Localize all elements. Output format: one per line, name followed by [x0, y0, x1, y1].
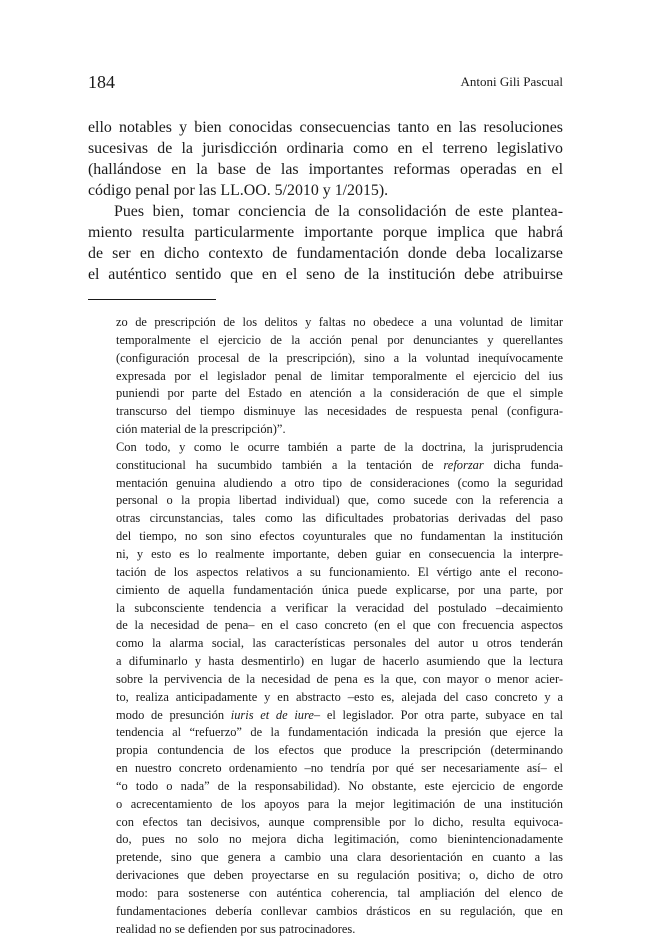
- footnote-line: expresada por el legislador penal de limitar temporalmente el ejercicio del ius: [116, 368, 563, 383]
- footnote-paragraph: [116, 439, 563, 939]
- footnote-line: pretende, sino que genera a cambio una clara desorientación en cuanto a las: [116, 850, 563, 865]
- footnote-line: zo de prescripción de los delitos y faltas no obedece a una voluntad de limitar: [116, 315, 563, 329]
- text-line: de ser en dicho contexto de fundamentación donde deba localizarse: [88, 245, 563, 262]
- footnote-line: de la necesidad de pena– en el caso concreto (en el que con frecuencia aspectos: [116, 618, 563, 633]
- footnote-line: del tiempo, no son sino efectos coyunturales que no fundamentan la institución: [116, 529, 563, 544]
- footnote-line: modo: para sostenerse con auténtica coherencia, tal ampliación del elenco de: [116, 886, 563, 900]
- footnote-line: la subconsciente tendencia a verificar la veracidad del postulado –decaimiento: [116, 600, 563, 615]
- paragraph: [88, 117, 563, 201]
- italic-term: reforzar: [443, 457, 484, 472]
- footnote-line: (configuración procesal de la prescripción), sino a la voluntad inequívocamente: [116, 350, 563, 365]
- text-line: miento resulta particularmente importante porque implica que habrá: [88, 224, 563, 241]
- footnote-line: propia contundencia de los efectos que produce la prescripción (determinando: [116, 743, 563, 758]
- running-head-author: Antoni Gili Pascual: [460, 74, 563, 89]
- text-line: el auténtico sentido que en el seno de la institución debe atribuirse: [88, 266, 563, 283]
- footnote-text: dicha funda-: [483, 457, 563, 472]
- footnote-line: fundamentaciones debería conllevar cambios drásticos en su regulación, que en: [116, 903, 563, 918]
- footnote-line: Con todo, y como le ocurre también a parte de la doctrina, la jurisprudencia: [116, 439, 563, 454]
- text-line: ello notables y bien conocidas consecuencias tanto en las resoluciones: [88, 119, 563, 136]
- footnote-line: o acrecentamiento de los apoyos para la mejor legitimación de una institución: [116, 796, 563, 811]
- footnote-line: mentación genuina aludiendo a otro tipo de consideraciones (como la seguridad: [116, 475, 563, 490]
- footnote-line: derivaciones que deben proyectarse en su regulación positiva; o, dicho de otro: [116, 868, 563, 883]
- footnote-separator: [88, 299, 216, 300]
- text-line: sucesivas de la jurisdicción ordinaria como en el terreno legislativo: [88, 140, 563, 157]
- footnote-line: ni, y esto es lo realmente importante, deben guiar en consecuencia la interpre-: [116, 546, 563, 561]
- text-line: código penal por las LL.OO. 5/2010 y 1/2015).: [88, 182, 389, 199]
- footnote-line: realidad no se defienden por sus patrocinadores.: [116, 921, 356, 936]
- footnote-line: tación de los aspectos relativos a su funcionamiento. El vértigo ante el recono-: [116, 564, 563, 579]
- footnote-line: temporalmente el ejercicio de la acción penal por denunciantes y querellantes: [116, 332, 563, 347]
- footnote-line: con efectos tan decisivos, aunque comprensible por lo dicho, resulta equivoca-: [116, 814, 563, 829]
- footnote: [116, 314, 563, 939]
- footnote-line: to, realiza anticipadamente y en abstracto –esto es, alejada del caso concreto y a: [116, 689, 563, 704]
- italic-term: iuris et de iure: [230, 707, 314, 722]
- footnote-line: en nuestro concreto ordenamiento –no tendría por qué ser necesariamente así– el: [116, 761, 563, 776]
- footnote-line: [116, 707, 563, 725]
- footnote-line: puniendi por parte del Estado en atención a la consideración de que el simple: [116, 386, 563, 401]
- footnote-line: sobre la pervivencia de la necesidad de pena es la que, con mayor o menor acier-: [116, 671, 563, 686]
- footnote-line: tendencia al “refuerzo” de la fundamentación indicada la presión que ejerce la: [116, 725, 563, 740]
- footnote-line: [116, 457, 563, 475]
- paragraph: [88, 201, 563, 285]
- footnote-line: transcurso del tiempo disminuye las necesidades de respuesta penal (configura-: [116, 404, 563, 419]
- footnote-text: constitucional ha sucumbido también a la tentación de: [116, 457, 444, 472]
- main-text: [88, 117, 563, 285]
- footnote-line: “o todo o nada” de la responsabilidad). No obstante, este ejercicio de engorde: [116, 778, 563, 793]
- footnote-line: como la alarma social, las características personales del autor u otros tenderán: [116, 636, 563, 651]
- page-header: [88, 72, 563, 96]
- text-line: (hallándose en la base de las importantes reformas operadas en el: [88, 161, 563, 178]
- footnote-line: cimiento de aquella fundamentación única puede explicarse, por una parte, por: [116, 582, 563, 597]
- footnote-line: ción material de la prescripción)”.: [116, 422, 286, 437]
- footnote-line: do, pues no solo no mejora dicha legitimación, como bienintencionadamente: [116, 832, 563, 847]
- footnote-line: personal o la propia libertad individual) que, como sucede con la referencia a: [116, 493, 563, 508]
- footnote-line: otras circunstancias, tales como las dificultades probatorias derivadas del paso: [116, 511, 563, 526]
- footnote-text: modo de presunción: [116, 707, 231, 722]
- footnote-line: a difuminarlo y hasta desmentirlo) en lugar de hacerlo asumiendo que la lectura: [116, 654, 563, 669]
- text-line: Pues bien, tomar conciencia de la consolidación de este plantea-: [114, 203, 563, 220]
- page-number: 184: [88, 72, 115, 92]
- footnote-text: – el legislador. Por otra parte, subyace en tal: [313, 707, 563, 722]
- footnote-paragraph: [116, 314, 563, 439]
